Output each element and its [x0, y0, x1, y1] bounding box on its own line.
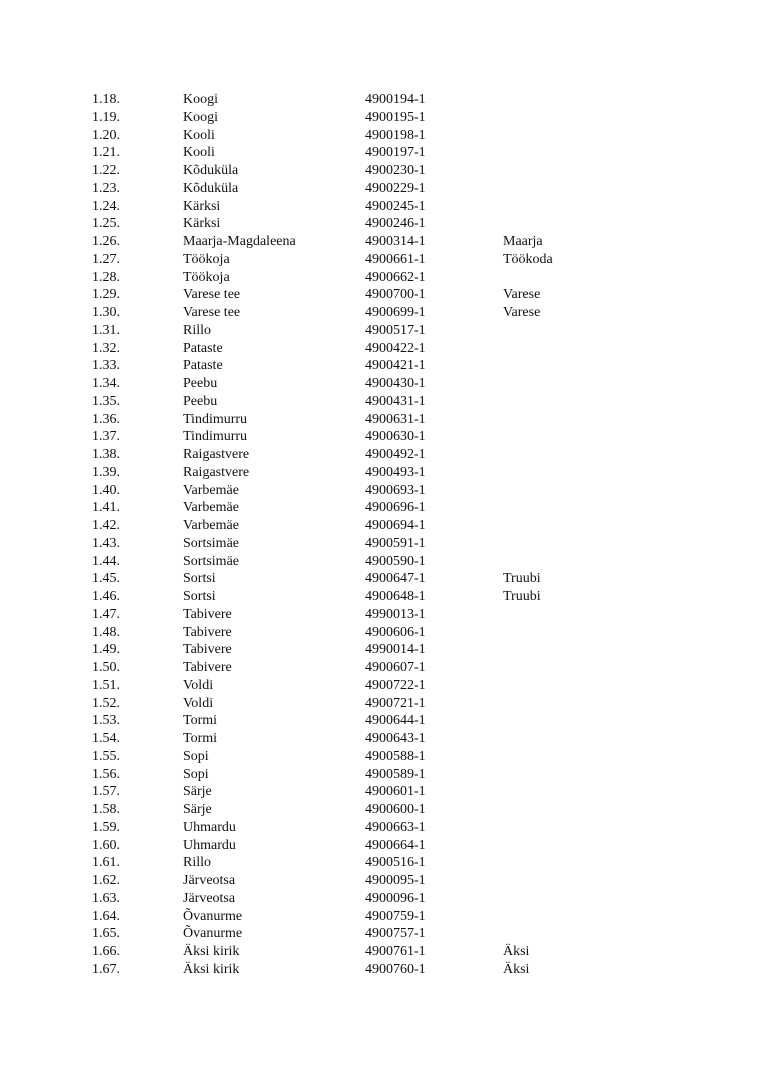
list-item — [0, 588, 768, 606]
row-code: 4900662-1 — [365, 269, 426, 285]
row-code: 4900757-1 — [365, 926, 426, 942]
list-item — [0, 677, 768, 695]
row-code: 4900693-1 — [365, 482, 426, 498]
row-code: 4900606-1 — [365, 624, 426, 640]
row-code: 4900607-1 — [365, 660, 426, 675]
row-code: 4900590-1 — [365, 553, 426, 569]
row-code: 4900493-1 — [365, 464, 426, 480]
row-name: Uhmardu — [183, 819, 236, 835]
row-number: 1.32. — [92, 340, 120, 356]
row-name: Kooli — [183, 145, 215, 161]
row-number: 1.35. — [92, 393, 120, 409]
row-number: 1.63. — [92, 890, 120, 906]
row-number: 1.60. — [92, 837, 120, 853]
row-name: Kõduküla — [183, 163, 239, 178]
row-number: 1.25. — [92, 216, 120, 232]
row-name: Sortsi — [183, 571, 216, 587]
row-code: 4900759-1 — [365, 908, 426, 924]
row-code: 4900631-1 — [365, 411, 426, 427]
row-name: Õvanurme — [183, 908, 243, 924]
row-code: 4900694-1 — [365, 518, 426, 533]
list-item — [0, 340, 768, 358]
row-code: 4900699-1 — [365, 305, 426, 320]
row-number: 1.18. — [92, 92, 120, 107]
row-number: 1.22. — [92, 163, 120, 178]
row-code: 4900517-1 — [365, 322, 426, 338]
row-code: 4900700-1 — [365, 287, 426, 303]
row-code: 4900696-1 — [365, 500, 426, 516]
row-code: 4900600-1 — [365, 802, 426, 817]
row-name: Varbemäe — [183, 500, 239, 516]
row-code: 4900648-1 — [365, 589, 426, 604]
row-name: Kärksi — [183, 216, 221, 232]
row-code: 4900721-1 — [365, 695, 426, 711]
row-code: 4900096-1 — [365, 890, 426, 906]
row-name: Sortsimäe — [183, 535, 239, 551]
row-code: 4900643-1 — [365, 731, 426, 746]
row-name: Pataste — [183, 340, 223, 356]
list-item — [0, 624, 768, 642]
row-name: Õvanurme — [183, 926, 243, 942]
row-name: Järveotsa — [183, 890, 236, 906]
row-number: 1.38. — [92, 447, 120, 462]
row-code: 4900492-1 — [365, 447, 426, 462]
row-code: 4900663-1 — [365, 819, 426, 835]
row-number: 1.40. — [92, 482, 120, 498]
row-note: Truubi — [503, 571, 541, 587]
list-item — [0, 712, 768, 730]
row-name: Tormi — [183, 713, 218, 729]
row-code: 4900229-1 — [365, 180, 426, 196]
row-number: 1.53. — [92, 713, 120, 729]
row-number: 1.30. — [92, 305, 120, 320]
row-code: 4990014-1 — [365, 642, 426, 658]
row-name: Raigastvere — [183, 464, 250, 480]
row-number: 1.66. — [92, 944, 120, 959]
row-code: 4900761-1 — [365, 944, 426, 959]
row-number: 1.48. — [92, 624, 120, 640]
row-number: 1.27. — [92, 251, 120, 267]
list-item — [0, 357, 768, 375]
list-item — [0, 180, 768, 198]
list-item — [0, 499, 768, 517]
list-item — [0, 233, 768, 251]
row-code: 4900246-1 — [365, 216, 426, 232]
list-item — [0, 269, 768, 287]
row-name: Äksi kirik — [183, 944, 240, 959]
row-code: 4900661-1 — [365, 251, 426, 267]
row-name: Töökoja — [183, 269, 230, 285]
row-name: Kõduküla — [183, 180, 239, 196]
row-number: 1.64. — [92, 908, 120, 924]
list-item — [0, 748, 768, 766]
row-name: Särje — [183, 784, 212, 800]
row-code: 4900195-1 — [365, 109, 426, 125]
row-number: 1.28. — [92, 269, 120, 285]
row-name: Sopi — [183, 766, 209, 782]
row-code: 4900095-1 — [365, 873, 426, 888]
row-name: Peebu — [183, 376, 218, 391]
row-name: Tabivere — [183, 642, 232, 658]
list-item — [0, 215, 768, 233]
list-item — [0, 783, 768, 801]
list-item — [0, 837, 768, 855]
list-item — [0, 535, 768, 553]
list-item — [0, 908, 768, 926]
row-name: Pataste — [183, 358, 223, 374]
row-number: 1.20. — [92, 127, 120, 143]
row-number: 1.26. — [92, 234, 120, 249]
row-name: Kärksi — [183, 198, 221, 214]
row-code: 4900601-1 — [365, 784, 426, 800]
row-name: Raigastvere — [183, 447, 250, 462]
list-item — [0, 890, 768, 908]
row-name: Töökoja — [183, 251, 230, 267]
row-code: 4900198-1 — [365, 127, 426, 143]
row-code: 4900588-1 — [365, 748, 426, 764]
row-name: Rillo — [183, 855, 212, 871]
list-item — [0, 464, 768, 482]
row-code: 4900760-1 — [365, 961, 426, 977]
list-item — [0, 286, 768, 304]
list-item — [0, 801, 768, 819]
list-item — [0, 517, 768, 535]
list-item — [0, 766, 768, 784]
row-note: Truubi — [503, 589, 541, 604]
row-number: 1.41. — [92, 500, 120, 516]
row-number: 1.43. — [92, 535, 120, 551]
row-name: Tabivere — [183, 660, 232, 675]
row-name: Särje — [183, 802, 212, 817]
row-name: Sortsimäe — [183, 553, 239, 569]
row-code: 4900430-1 — [365, 376, 426, 391]
row-name: Äksi kirik — [183, 961, 240, 977]
list-item — [0, 695, 768, 713]
row-code: 4900422-1 — [365, 340, 426, 356]
list-item — [0, 322, 768, 340]
list-item — [0, 606, 768, 624]
list-item — [0, 730, 768, 748]
row-note: Äksi — [503, 961, 530, 977]
row-note: Töökoda — [503, 251, 553, 267]
row-number: 1.65. — [92, 926, 120, 942]
row-name: Järveotsa — [183, 873, 236, 888]
list-item — [0, 393, 768, 411]
row-number: 1.58. — [92, 802, 120, 817]
row-number: 1.47. — [92, 606, 120, 622]
list-item — [0, 109, 768, 127]
row-code: 4900421-1 — [365, 358, 426, 374]
row-number: 1.50. — [92, 660, 120, 675]
list-item — [0, 570, 768, 588]
row-note: Varese — [503, 305, 541, 320]
list-item — [0, 641, 768, 659]
row-number: 1.19. — [92, 109, 120, 125]
row-code: 4900431-1 — [365, 393, 426, 409]
row-note: Äksi — [503, 944, 530, 959]
row-name: Tindimurru — [183, 411, 248, 427]
row-number: 1.51. — [92, 677, 120, 693]
row-code: 4900644-1 — [365, 713, 426, 729]
list-item — [0, 428, 768, 446]
row-number: 1.21. — [92, 145, 120, 161]
row-number: 1.62. — [92, 873, 120, 888]
row-number: 1.23. — [92, 180, 120, 196]
row-number: 1.52. — [92, 695, 120, 711]
row-name: Varese tee — [183, 287, 241, 303]
row-number: 1.39. — [92, 464, 120, 480]
list-item — [0, 91, 768, 109]
row-code: 4900245-1 — [365, 198, 426, 214]
row-number: 1.34. — [92, 376, 120, 391]
row-code: 4900591-1 — [365, 535, 426, 551]
row-code: 4900664-1 — [365, 837, 426, 853]
row-number: 1.56. — [92, 766, 120, 782]
list-item — [0, 251, 768, 269]
row-name: Voldi — [183, 695, 214, 711]
row-name: Peebu — [183, 393, 218, 409]
row-code: 4900647-1 — [365, 571, 426, 587]
row-number: 1.36. — [92, 411, 120, 427]
row-number: 1.67. — [92, 961, 120, 977]
row-code: 4990013-1 — [365, 606, 426, 622]
row-name: Maarja-Magdaleena — [183, 234, 296, 249]
row-number: 1.54. — [92, 731, 120, 746]
row-number: 1.33. — [92, 358, 120, 374]
row-name: Koogi — [183, 109, 218, 125]
row-number: 1.46. — [92, 589, 120, 604]
list-item — [0, 925, 768, 943]
list-item — [0, 872, 768, 890]
list-item — [0, 446, 768, 464]
row-code: 4900230-1 — [365, 163, 426, 178]
list-item — [0, 482, 768, 500]
list-item — [0, 198, 768, 216]
row-name: Tormi — [183, 731, 218, 746]
row-code: 4900197-1 — [365, 145, 426, 161]
row-name: Varbemäe — [183, 518, 239, 533]
list-item — [0, 961, 768, 979]
row-name: Varese tee — [183, 305, 241, 320]
list-item — [0, 854, 768, 872]
list-item — [0, 819, 768, 837]
row-name: Voldi — [183, 677, 214, 693]
row-number: 1.42. — [92, 518, 120, 533]
row-name: Kooli — [183, 127, 215, 143]
row-number: 1.37. — [92, 429, 120, 445]
list-item — [0, 553, 768, 571]
row-number: 1.57. — [92, 784, 120, 800]
row-name: Rillo — [183, 322, 212, 338]
list-item — [0, 304, 768, 322]
row-number: 1.49. — [92, 642, 120, 658]
row-name: Sortsi — [183, 589, 216, 604]
row-name: Tabivere — [183, 606, 232, 622]
row-code: 4900722-1 — [365, 677, 426, 693]
row-code: 4900630-1 — [365, 429, 426, 445]
row-number: 1.55. — [92, 748, 120, 764]
row-note: Maarja — [503, 234, 543, 249]
list-item — [0, 943, 768, 961]
list-item — [0, 375, 768, 393]
row-number: 1.29. — [92, 287, 120, 303]
row-code: 4900314-1 — [365, 234, 426, 249]
row-number: 1.45. — [92, 571, 120, 587]
row-name: Varbemäe — [183, 482, 239, 498]
row-name: Sopi — [183, 748, 209, 764]
row-note: Varese — [503, 287, 541, 303]
row-number: 1.59. — [92, 819, 120, 835]
row-name: Tindimurru — [183, 429, 248, 445]
row-name: Koogi — [183, 92, 218, 107]
row-number: 1.24. — [92, 198, 120, 214]
list-item — [0, 162, 768, 180]
row-name: Tabivere — [183, 624, 232, 640]
row-code: 4900194-1 — [365, 92, 426, 107]
row-name: Uhmardu — [183, 837, 236, 853]
row-number: 1.44. — [92, 553, 120, 569]
row-code: 4900589-1 — [365, 766, 426, 782]
list-item — [0, 659, 768, 677]
list-item — [0, 127, 768, 145]
row-number: 1.31. — [92, 322, 120, 338]
stop-list — [0, 91, 768, 979]
row-number: 1.61. — [92, 855, 120, 871]
list-item — [0, 144, 768, 162]
row-code: 4900516-1 — [365, 855, 426, 871]
list-item — [0, 411, 768, 429]
